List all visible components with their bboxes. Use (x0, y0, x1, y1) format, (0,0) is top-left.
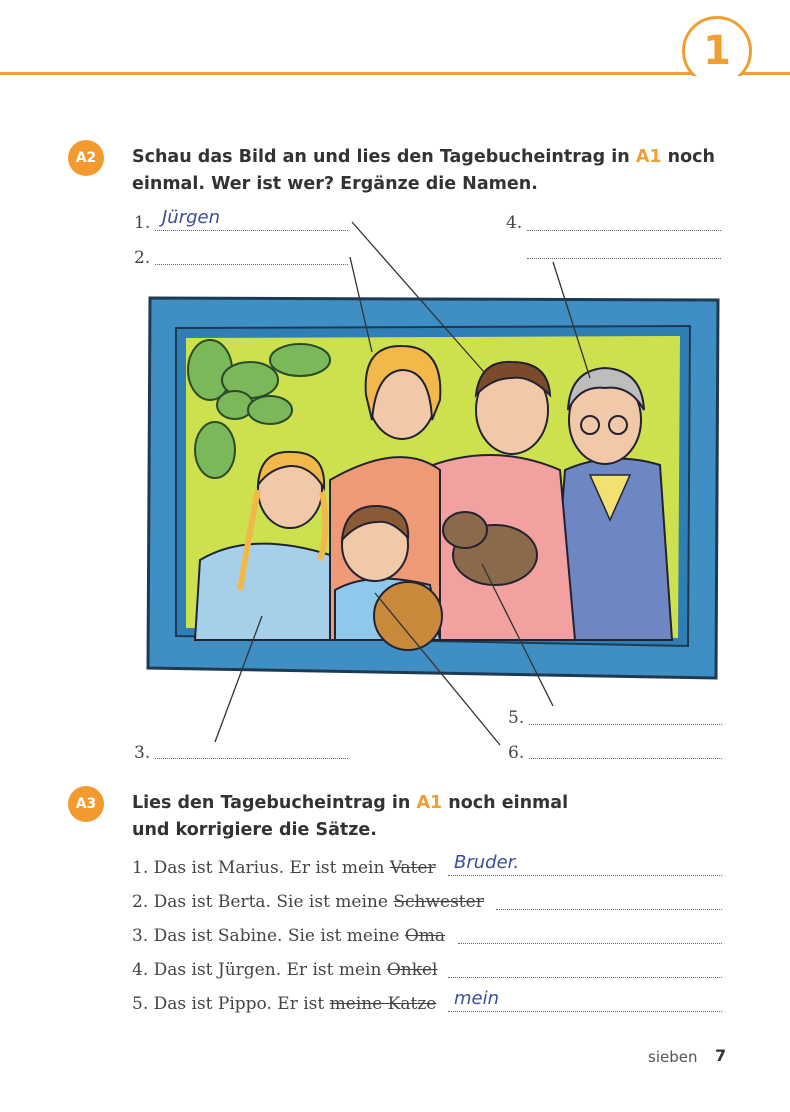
sentence-2-line[interactable] (496, 909, 722, 910)
page-word: sieben (648, 1048, 698, 1066)
sentence-1: 1. Das ist Marius. Er ist mein Vater (132, 858, 436, 878)
struck-word: Oma (404, 926, 446, 946)
sentence-5-answer: mein (454, 988, 500, 1009)
answer-1-handwriting: Jürgen (162, 207, 221, 228)
struck-word: meine Katze (329, 994, 437, 1014)
ball (374, 582, 442, 650)
label-3: 3. (134, 743, 151, 763)
sentence-2: 2. Das ist Berta. Sie ist meine Schwester (132, 892, 484, 912)
exercise-a2-title (132, 144, 732, 198)
sentence-5: 5. Das ist Pippo. Er ist meine Katze (132, 994, 437, 1014)
answer-line-6[interactable] (529, 758, 722, 759)
chapter-number: 1 (703, 28, 731, 74)
title-reference: A1 (416, 793, 443, 813)
sentence-4: 4. Das ist Jürgen. Er ist mein Onkel (132, 960, 438, 980)
exercise-badge-a2: A2 (68, 140, 104, 176)
sentence-4-line[interactable] (448, 977, 722, 978)
title-text: Schau das Bild an und lies den Tagebucheintrag in (132, 147, 636, 167)
title-text: noch einmal. Wer ist wer? Ergänze die Namen. (132, 147, 715, 194)
sentence-5-line[interactable] (448, 1011, 722, 1012)
answer-line-3[interactable] (155, 758, 348, 759)
exercise-badge-a3: A3 (68, 786, 104, 822)
struck-word: Schwester (393, 892, 484, 912)
answer-line-5[interactable] (529, 724, 722, 725)
label-5: 5. (508, 708, 525, 728)
title-reference: A1 (635, 147, 662, 167)
sentence-3: 3. Das ist Sabine. Sie ist meine Oma (132, 926, 446, 946)
answer-line-2[interactable] (155, 264, 348, 265)
page-number: 7 (715, 1046, 727, 1065)
sentence-1-answer: Bruder. (454, 852, 520, 873)
girl-body (195, 544, 330, 640)
struck-word: Vater (389, 858, 436, 878)
label-2: 2. (134, 248, 151, 268)
title-text: Lies den Tagebucheintrag in (132, 793, 417, 813)
label-1: 1. (134, 213, 151, 233)
label-4: 4. (506, 213, 523, 233)
answer-line-1[interactable] (155, 230, 348, 231)
label-6: 6. (508, 743, 525, 763)
answer-line-4b[interactable] (527, 258, 721, 259)
sentence-1-line[interactable] (448, 875, 722, 876)
exercise-a3-title (132, 790, 582, 844)
sentence-3-line[interactable] (458, 943, 722, 944)
answer-line-4[interactable] (527, 230, 721, 231)
struck-word: Onkel (386, 960, 438, 980)
title-text: noch einmal und korrigiere die Sätze. (132, 793, 569, 840)
